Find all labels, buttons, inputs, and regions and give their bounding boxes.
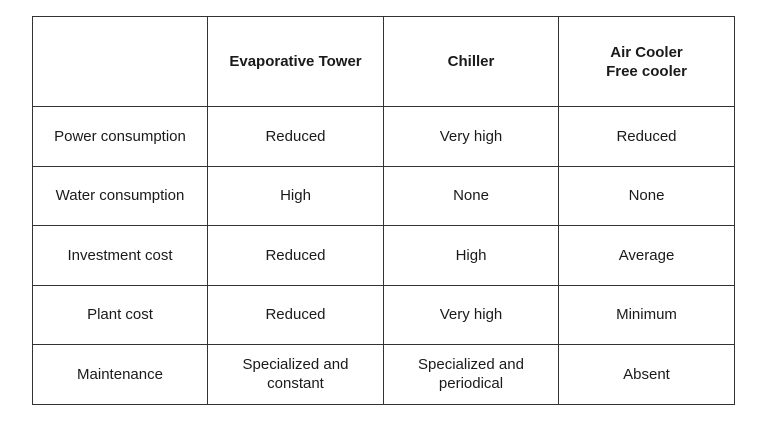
- header-cell-evaporative-tower: Evaporative Tower: [208, 17, 384, 107]
- row-label: Maintenance: [33, 345, 208, 405]
- table-cell: Absent: [559, 345, 735, 405]
- table-header-row: [33, 17, 735, 107]
- table-row: [33, 285, 735, 345]
- table-cell: Very high: [384, 107, 559, 167]
- row-label: Investment cost: [33, 226, 208, 286]
- table-row: [33, 345, 735, 405]
- table-cell: Reduced: [208, 226, 384, 286]
- table-cell: Very high: [384, 285, 559, 345]
- table-cell: High: [208, 166, 384, 226]
- table-cell: Reduced: [208, 285, 384, 345]
- comparison-table: [32, 16, 735, 405]
- row-label: Power consumption: [33, 107, 208, 167]
- table-cell: Reduced: [559, 107, 735, 167]
- header-cell-air-cooler: Air Cooler Free cooler: [559, 17, 735, 107]
- table-row: [33, 166, 735, 226]
- table-cell: Reduced: [208, 107, 384, 167]
- row-label: Plant cost: [33, 285, 208, 345]
- table-cell: None: [559, 166, 735, 226]
- table-cell: Minimum: [559, 285, 735, 345]
- table-cell: Specialized and periodical: [384, 345, 559, 405]
- header-cell-empty: [33, 17, 208, 107]
- table-cell: Specialized and constant: [208, 345, 384, 405]
- table-row: [33, 226, 735, 286]
- table-cell: Average: [559, 226, 735, 286]
- table-cell: High: [384, 226, 559, 286]
- header-cell-chiller: Chiller: [384, 17, 559, 107]
- row-label: Water consumption: [33, 166, 208, 226]
- table-row: [33, 107, 735, 167]
- table-cell: None: [384, 166, 559, 226]
